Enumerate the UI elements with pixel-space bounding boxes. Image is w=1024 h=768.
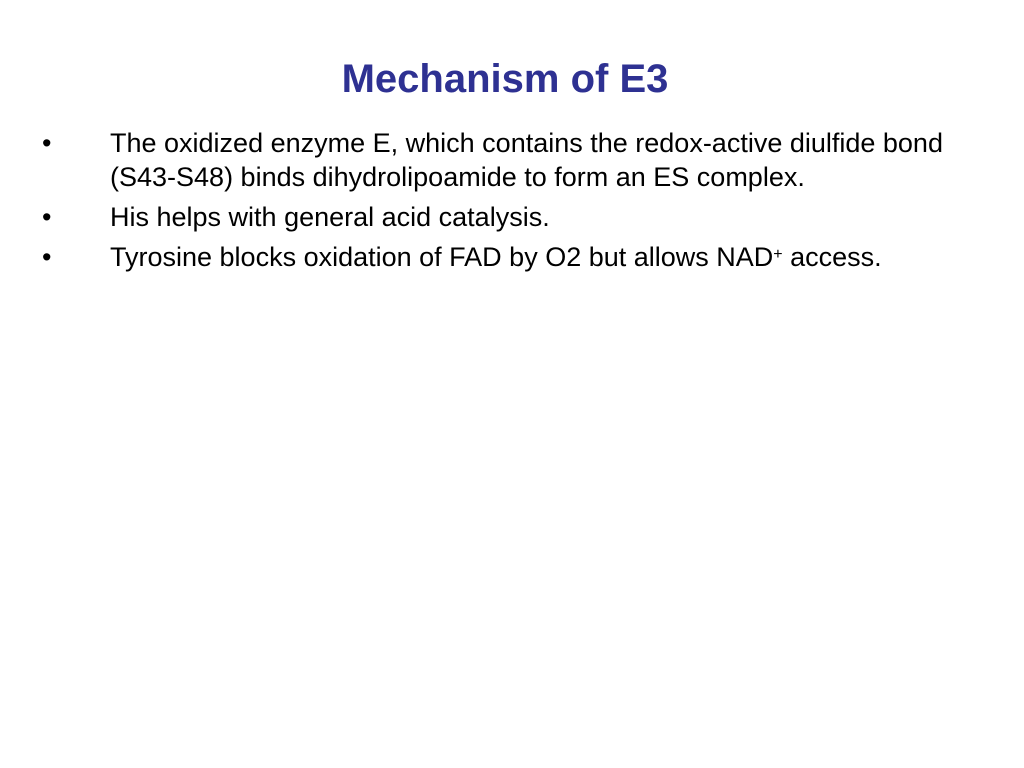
- slide-title: Mechanism of E3: [341, 56, 669, 101]
- bullet-list: [0, 126, 1024, 280]
- bullet-item-2: [0, 200, 1024, 234]
- bullet-text: The oxidized enzyme E, which contains the redox-active diulfide bond (S43-S48) binds dihydrolipoamide to form an ES complex.: [110, 128, 943, 192]
- bullet-item-1: [0, 126, 1024, 194]
- bullet-text-continued: access.: [782, 242, 882, 272]
- bullet-marker: •: [42, 128, 52, 158]
- bullet-item-3: [0, 240, 1024, 274]
- bullet-marker: •: [42, 242, 52, 272]
- bullet-text: Tyrosine blocks oxidation of FAD by O2 but allows NAD: [110, 242, 774, 272]
- superscript-plus: +: [773, 246, 783, 263]
- bullet-marker: •: [42, 202, 52, 232]
- bullet-text: His helps with general acid catalysis.: [110, 202, 550, 232]
